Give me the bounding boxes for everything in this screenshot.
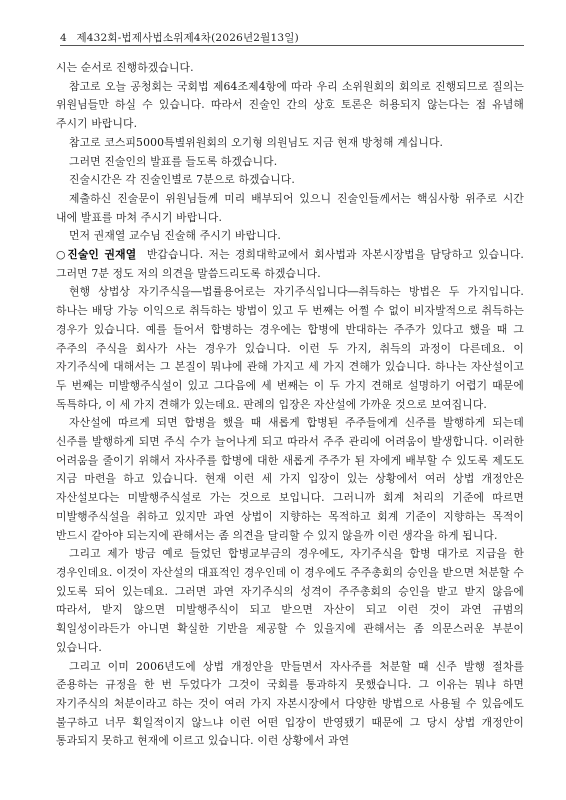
paragraph: 제출하신 진술문이 위원님들께 미리 배부되어 있으니 진술인들께서는 핵심사항 위주로 시간 내에 발표를 마쳐 주시기 바랍니다. [56,191,524,224]
paragraph: 참고로 오늘 공청회는 국회법 제64조제4항에 따라 우리 소위원회의 회의로 진행되므로 질의는 위원님들만 하실 수 있습니다. 따라서 진술인 간의 상호 토론은 허용되지 않는다는 점 유념해 주시기 바랍니다. [56,79,524,131]
paragraph: 참고로 코스피5000특별위원회의 오기형 의원님도 지금 현재 방청해 계십니다. [69,135,444,149]
paragraph: 진술시간은 각 진술인별로 7분으로 하겠습니다. [69,173,295,187]
speaker-name: 진술인 권재열 [67,248,137,262]
paragraph: 현행 상법상 자기주식을―법률용어로는 자기주식입니다―취득하는 방법은 두 가지입니다. 하나는 배당 가능 이익으로 취득하는 방법이 있고 두 번째는 어쩔 수 없이 비자발적으로 취득하는 경우가 있습니다. 예를 들어서 합병하는 경우에는 합병에 반대하는 주주가 있다고 했을 때 그 주주의 주식을 회사가 사는 경우가 있습니다. 이런 두 가지, 취득의 과정이 다른데요. 이 자기주식에 대해서는 그 본질이 뭐냐에 관해 가지고 세 가지 견해가 있습니다. 하나는 자산설이고 두 번째는 미발행주식설이 있고 그다음에 세 번째는 이 두 가지 견해로 설명하기 어렵기 때문에 독특하다, 이 세 가지 견해가 있는데요. 판례의 입장은 자산설에 가까운 것으로 보여집니다. [56,285,524,411]
speaker-paragraph [56,246,524,283]
paragraph: 그러면 진술인의 발표를 들도록 하겠습니다. [69,154,278,168]
page-header [60,30,524,45]
header-divider [60,45,524,46]
paragraph: 시는 순서로 진행하겠습니다. [56,61,194,74]
header-title: 제432회-법제사법소위제4차(2026년2월13일) [76,32,299,44]
paragraph: 먼저 권재열 교수님 진술해 주시기 바랍니다. [69,229,281,243]
paragraph: 그리고 이미 2006년도에 상법 개정안을 만들면서 자사주를 처분할 때 신주 발행 절차를 준용하는 규정을 한 번 두었다가 그것이 국회를 통과하지 못했습니다. 그 이유는 뭐냐 하면 자기주식의 처분이라고 하는 것이 여러 가지 자본시장에서 다양한 방법으로 사용될 수 있음에도 불구하고 너무 획일적이지 않느냐 이런 어떤 입장이 반영됐기 때문에 그 당시 상법 개정안이 통과되지 못하고 현재에 이르고 있습니다. 이런 상황에서 과연 [56,659,524,748]
paragraph: 그리고 제가 방금 예로 들었던 합병교부금의 경우에도, 자기주식을 합병 대가로 지급을 한 경우인데요. 이것이 자산설의 대표적인 경우인데 이 경우에도 주주총회의 승인을 받으면 처분할 수 있도록 되어 있는데요. 그러면 과연 자기주식의 성격이 주주총회의 승인을 받고 받지 않음에 따라서, 받지 않으면 미발행주식이 되고 받으면 자산이 되고 이런 것이 과연 규범의 획일성이라든가 아니면 확실한 기반을 제공할 수 있을지에 관해서는 좀 의문스러운 부분이 있습니다. [56,547,524,654]
paragraph: 자산설에 따르게 되면 합병을 했을 때 새롭게 합병된 주주들에게 신주를 발행하게 되는데 신주를 발행하게 되면 주식 수가 늘어나게 되고 따라서 주주 관리에 어려움이 발생합니다. 이러한 어려움을 줄이기 위해서 자사주를 합병에 대한 새롭게 주주가 된 자에게 배부할 수 있도록 제도도 지금 마련을 하고 있습니다. 현재 이런 세 가지 입장이 있는 상황에서 여러 상법 개정안은 자산설보다는 미발행주식설로 가는 것으로 보입니다. 그러니까 회계 처리의 기준에 따르면 미발행주식설을 취하고 있지만 과연 상법이 지향하는 목적하고 회계 기준이 지향하는 목적이 반드시 같아야 되는지에 관해서는 좀 의견을 달리할 수 있지 않을까 이런 생각을 하게 됩니다. [56,416,524,542]
speaker-text: 반갑습니다. 저는 경희대학교에서 회사법과 자본시장법을 담당하고 있습니다. 그러면 7분 정도 저의 의견을 말씀드리도록 하겠습니다. [56,248,525,280]
page-number: 4 [60,32,67,44]
speaker-mark: ○ [56,248,68,262]
document-body [56,59,524,751]
